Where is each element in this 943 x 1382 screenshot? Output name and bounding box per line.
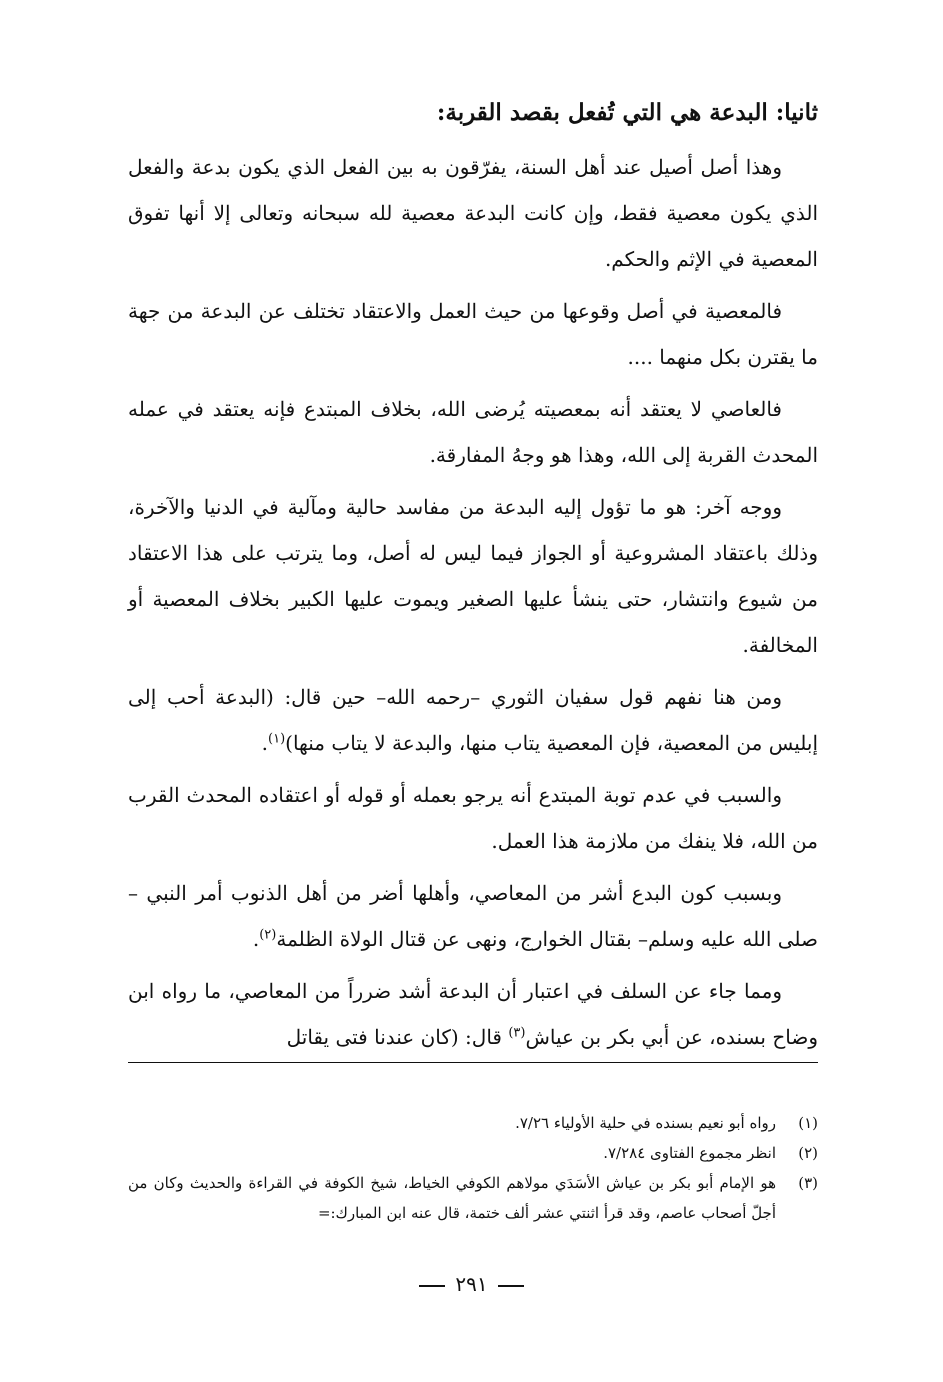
section-heading: ثانيا: البدعة هي التي تُفعل بقصد القربة: xyxy=(436,99,818,126)
paragraph-6: والسبب في عدم توبة المبتدع أنه يرجو بعمله أو قوله أو اعتقاده المحدث القرب من الله، فلا ينفك من ملازمة هذا العمل. xyxy=(128,783,818,853)
footnote-ref-1: (١) xyxy=(268,731,286,747)
page-number: ٢٩١ xyxy=(0,1272,943,1296)
footnote-ref-2: (٢) xyxy=(259,927,277,943)
footnote-text: رواه أبو نعيم بسنده في حلية الأولياء ٧/٢٦. xyxy=(515,1114,776,1132)
dash-left xyxy=(498,1285,524,1287)
paragraph-8: ومما جاء عن السلف في اعتبار أن البدعة أشد ضرراً من المعاصي، ما رواه ابن وضاح بسنده، عن أبي بكر بن عياش$^{(٣)}$ قال: (كان عندنا فتى يقاتل xyxy=(128,968,818,1063)
paragraph-5: ومن هنا نفهم قول سفيان الثوري –رحمه الله– حين قال: (البدعة أحب إلى إبليس من المعصية، فإن المعصية يتاب منها، والبدعة لا يتاب منها)$^{(١)}$. xyxy=(128,685,818,755)
dash-right xyxy=(419,1285,445,1287)
footnote-3 xyxy=(128,1168,818,1228)
footnote-text: انظر مجموع الفتاوى ٧/٢٨٤. xyxy=(603,1144,776,1162)
footnote-1 xyxy=(128,1108,818,1138)
footnote-ref-3: (٣) xyxy=(508,1025,526,1041)
footnotes xyxy=(128,1108,818,1228)
paragraph-1: وهذا أصل أصيل عند أهل السنة، يفرّقون به بين الفعل الذي يكون بدعة والفعل الذي يكون معصية فقط، وإن كانت البدعة معصية لله سبحانه وتعالى إلا أنها تفوق المعصية في الإثم والحكم. xyxy=(128,155,818,271)
footnote-text: هو الإمام أبو بكر بن عياش الأسَدَي مولاهم الكوفي الخياط، شيخ الكوفة في القراءة والحديث وكان من أجلّ أصحاب عاصم، وقد قرأ اثنتي عشر ألف ختمة، قال عنه ابن المبارك:= xyxy=(128,1174,776,1222)
paragraph-2: فالمعصية في أصل وقوعها من حيث العمل والاعتقاد تختلف عن البدعة من جهة ما يقترن بكل منهما .... xyxy=(128,299,818,369)
footnote-number: (٣) xyxy=(798,1174,818,1192)
paragraph-3: فالعاصي لا يعتقد أنه بمعصيته يُرضى الله، بخلاف المبتدع فإنه يعتقد في عمله المحدث القربة إلى الله، وهذا هو وجهُ المفارقة. xyxy=(128,397,818,467)
paragraph-7: وبسبب كون البدع أشر من المعاصي، وأهلها أضر من أهل الذنوب أمر النبي –صلى الله عليه وسلم– بقتال الخوارج، ونهى عن قتال الولاة الظلمة$^{(٢)}$. xyxy=(128,881,818,951)
main-text xyxy=(128,96,818,1063)
paragraph-4: ووجه آخر: هو ما تؤول إليه البدعة من مفاسد حالية ومآلية في الدنيا والآخرة، وذلك باعتقاد المشروعية أو الجواز فيما ليس له أصل، وما يترتب على هذا الاعتقاد من شيوع وانتشار، حتى ينشأ عليها الصغير ويموت عليها الكبير بخلاف المعصية أو المخالفة. xyxy=(128,495,818,657)
footnote-number: (١) xyxy=(798,1114,818,1132)
footnote-2 xyxy=(128,1138,818,1168)
footnote-number: (٢) xyxy=(798,1144,818,1162)
